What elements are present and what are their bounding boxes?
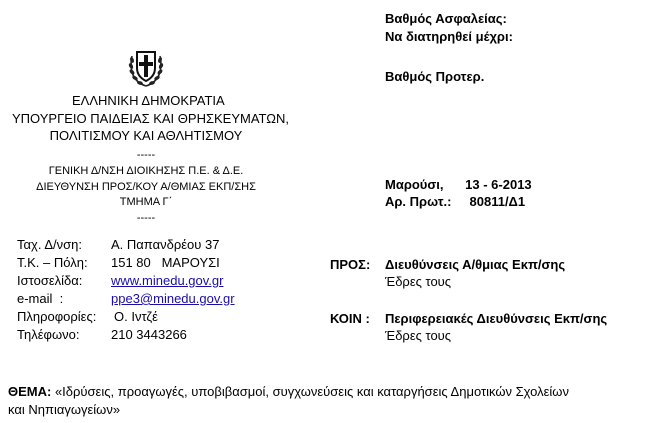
email-link[interactable]: ppe3@minedu.gov.gr (111, 291, 235, 306)
contact-label: e-mail : (17, 291, 64, 306)
cc-recipient: Περιφερειακές Διευθύνσεις Εκπ/σης (385, 311, 608, 326)
separator: ----- (136, 212, 156, 224)
ministry-line-2: ΠΟΛΙΤΙΣΜΟΥ ΚΑΙ ΑΘΛΗΤΙΣΜΟΥ (49, 128, 243, 143)
contact-label: Ιστοσελίδα: (17, 273, 83, 288)
security-level-label: Βαθμός Ασφαλείας: (385, 11, 507, 26)
contact-label: Πληροφορίες: (17, 309, 97, 324)
contact-value: 151 80 ΜΑΡΟΥΣΙ (111, 255, 220, 270)
contact-value: Α. Παπανδρέου 37 (111, 237, 220, 252)
priority-label: Βαθμός Προτερ. (385, 69, 485, 84)
contact-label: Ταχ. Δ/νση: (17, 237, 83, 252)
contact-value: Ο. Ιντζέ (114, 309, 158, 324)
website-link[interactable]: www.minedu.gov.gr (111, 273, 224, 288)
to-recipient: Διευθύνσεις Α/θμιας Εκπ/σης (385, 257, 566, 272)
cc-recipient-sub: Έδρες τους (385, 328, 452, 343)
retention-label: Να διατηρηθεί μέχρι: (385, 29, 513, 44)
subject-label: ΘΕΜΑ: (8, 384, 52, 399)
republic-title: ΕΛΛΗΝΙΚΗ ΔΗΜΟΚΡΑΤΙΑ (72, 93, 225, 108)
contact-label: Τηλέφωνο: (17, 327, 80, 342)
contact-label: Τ.Κ. – Πόλη: (17, 255, 88, 270)
subject-line-1 (8, 384, 569, 399)
separator: ----- (136, 149, 156, 161)
department-line-1: ΓΕΝΙΚΗ Δ/ΝΣΗ ΔΙΟΙΚΗΣΗΣ Π.Ε. & Δ.Ε. (48, 165, 244, 177)
protocol-number: Αρ. Πρωτ.: 80811/Δ1 (385, 194, 526, 209)
subject-line-2: και Νηπιαγωγείων» (8, 402, 121, 417)
greek-coat-of-arms-icon (127, 46, 165, 88)
to-label: ΠΡΟΣ: (330, 257, 371, 272)
department-line-3: ΤΜΗΜΑ Γ΄ (119, 196, 173, 208)
place-date: Μαρούσι, 13 - 6-2013 (385, 177, 532, 192)
contact-value: 210 3443266 (111, 327, 187, 342)
subject-text: «Ιδρύσεις, προαγωγές, υποβιβασμοί, συγχωνεύσεις και καταργήσεις Δημοτικών Σχολείων (51, 384, 569, 399)
department-line-2: ΔΙΕΥΘΥΝΣΗ ΠΡΟΣ/ΚΟΥ Α/ΘΜΙΑΣ ΕΚΠ/ΣΗΣ (36, 181, 256, 193)
to-recipient-sub: Έδρες τους (385, 274, 452, 289)
cc-label: ΚΟΙΝ : (330, 311, 370, 326)
ministry-line-1: ΥΠΟΥΡΓΕΙΟ ΠΑΙΔΕΙΑΣ ΚΑΙ ΘΡΗΣΚΕΥΜΑΤΩΝ, (12, 111, 289, 126)
